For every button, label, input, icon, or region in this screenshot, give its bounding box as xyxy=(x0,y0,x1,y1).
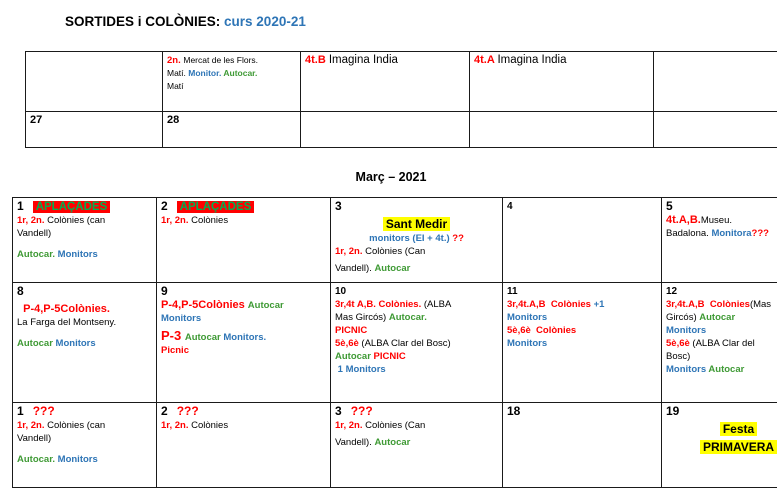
text-span: PRIMAVERA xyxy=(700,440,777,454)
february-overflow-table xyxy=(25,51,777,148)
text-span: Matí. xyxy=(167,68,189,78)
text-span: Colònies (Can xyxy=(362,420,426,431)
text-span: 5è,6è xyxy=(335,338,362,349)
schedule-cell xyxy=(163,52,301,112)
text-span: Colònies (Can xyxy=(362,246,426,257)
text-line xyxy=(666,311,777,324)
calendar-day-cell xyxy=(662,403,777,488)
text-line xyxy=(335,200,498,214)
text-line xyxy=(666,324,777,337)
text-span: 4t.A,B. xyxy=(666,214,701,226)
text-span: 1r, 2n. xyxy=(335,420,363,431)
text-span: ??? xyxy=(350,404,373,418)
text-line xyxy=(666,285,777,298)
day-number: 12 xyxy=(666,286,678,297)
text-line xyxy=(666,337,777,350)
text-span: (ALBA Clar del xyxy=(692,338,755,349)
text-line xyxy=(335,337,498,350)
schedule-cell xyxy=(654,52,777,112)
text-line xyxy=(17,316,152,329)
text-line xyxy=(167,54,296,67)
text-line xyxy=(335,324,498,337)
day-number: 28 xyxy=(167,114,180,126)
text-line xyxy=(161,285,326,299)
text-line xyxy=(167,67,296,80)
table-row xyxy=(13,283,777,403)
text-span: La Farga del Montseny. xyxy=(17,317,117,328)
text-span: 3r,4t A,B. Colònies. xyxy=(335,299,424,310)
text-line xyxy=(17,200,152,214)
text-span: ?? xyxy=(452,233,464,244)
text-span: 2n. xyxy=(167,55,184,66)
text-line xyxy=(17,214,152,227)
text-span: 1r, 2n. xyxy=(17,420,45,431)
page-title-separator: : xyxy=(215,14,225,29)
text-span: ??? xyxy=(32,404,55,418)
text-span: Monitors xyxy=(666,364,709,375)
march-calendar-table xyxy=(12,197,777,488)
text-line xyxy=(335,298,498,311)
text-span: Imagina India xyxy=(497,54,567,66)
text-span: ??? xyxy=(176,404,199,418)
text-span: ??? xyxy=(751,228,769,239)
text-line xyxy=(666,298,777,311)
text-line xyxy=(30,114,158,127)
table-row xyxy=(13,403,777,488)
table-row xyxy=(13,198,777,283)
text-span: Bosc) xyxy=(666,351,691,362)
text-span: Mercat de les Flors. xyxy=(183,55,259,65)
calendar-day-cell xyxy=(331,403,503,488)
text-span: Mas Gircós) xyxy=(335,312,389,323)
day-number: 5 xyxy=(666,199,673,213)
text-line xyxy=(666,350,777,363)
table-row xyxy=(26,52,777,112)
calendar-day-cell xyxy=(157,283,331,403)
calendar-day-cell xyxy=(503,198,662,283)
text-span: 3r,4t.A,B Colònies xyxy=(666,299,750,310)
day-number: 18 xyxy=(507,404,521,418)
text-span: 1r, 2n. xyxy=(17,215,45,226)
text-span: APLAÇADES xyxy=(177,201,255,213)
text-line xyxy=(335,311,498,324)
text-line xyxy=(335,262,498,275)
day-number: 10 xyxy=(335,286,347,297)
text-line xyxy=(161,419,326,432)
calendar-day-cell xyxy=(503,403,662,488)
text-line xyxy=(335,245,498,258)
text-span: 1r, 2n. xyxy=(335,246,363,257)
text-line xyxy=(666,227,777,240)
text-line xyxy=(507,285,657,298)
calendar-day-cell xyxy=(662,198,777,283)
text-line xyxy=(335,218,498,232)
text-line xyxy=(335,419,498,432)
text-span: Colònies (can xyxy=(44,420,106,431)
schedule-cell xyxy=(301,112,470,148)
text-span: P-3 xyxy=(161,328,185,343)
text-line xyxy=(335,405,498,419)
text-line xyxy=(161,312,326,325)
page-title-main: SORTIDES i COLÒNIES xyxy=(65,14,216,29)
text-span: Autocar xyxy=(335,351,374,362)
text-span: 4t.B xyxy=(305,54,329,66)
text-span: Vandell). xyxy=(335,263,375,274)
text-span: Autocar xyxy=(374,263,411,274)
day-number: 2 xyxy=(161,199,168,213)
text-line xyxy=(335,363,498,376)
day-number: 9 xyxy=(161,284,168,298)
text-span: Imagina India xyxy=(328,54,398,66)
day-number: 4 xyxy=(507,201,513,212)
text-line xyxy=(474,54,649,67)
text-span: Monitor. xyxy=(188,68,224,78)
day-number: 11 xyxy=(507,286,518,297)
text-line xyxy=(161,299,326,312)
text-span: P-4,P-5Colònies xyxy=(161,299,248,311)
text-line xyxy=(17,248,152,261)
text-span: APLAÇADES xyxy=(33,201,111,213)
day-number: 27 xyxy=(30,114,43,126)
text-span: 1r, 2n. xyxy=(161,215,189,226)
page-title-course: curs 2020-21 xyxy=(224,14,306,29)
schedule-cell xyxy=(301,52,470,112)
text-span: Autocar xyxy=(17,338,56,349)
text-line xyxy=(666,214,777,227)
calendar-day-cell xyxy=(157,403,331,488)
text-line xyxy=(17,432,152,445)
text-span: Monitors xyxy=(55,249,98,260)
text-line xyxy=(507,324,657,337)
text-line xyxy=(17,337,152,350)
text-line xyxy=(666,363,777,376)
day-number: 8 xyxy=(17,284,24,298)
text-span: (Mas xyxy=(749,299,772,310)
text-span: Monitors xyxy=(161,313,202,324)
text-span: Gircós) xyxy=(666,312,700,323)
schedule-cell xyxy=(470,52,654,112)
text-line xyxy=(666,200,777,214)
text-span: (ALBA xyxy=(423,299,452,310)
text-span: Museu. xyxy=(700,215,732,226)
text-span: Monitors xyxy=(507,338,548,349)
calendar-day-cell xyxy=(331,198,503,283)
text-span: Sant Medir xyxy=(383,217,450,231)
calendar-day-cell xyxy=(331,283,503,403)
text-span: Autocar. xyxy=(223,68,258,78)
text-span: Monitors xyxy=(55,454,98,465)
text-span: (ALBA Clar del Bosc) xyxy=(361,338,451,349)
text-line xyxy=(161,214,326,227)
table-row xyxy=(26,112,777,148)
text-span: Autocar xyxy=(184,332,224,343)
text-line xyxy=(507,200,657,213)
text-span: Monitors xyxy=(666,325,707,336)
schedule-cell xyxy=(654,112,777,148)
text-span: Badalona. xyxy=(666,228,712,239)
text-span: Monitora xyxy=(711,228,752,239)
text-line xyxy=(507,405,657,419)
schedule-cell xyxy=(470,112,654,148)
calendar-day-cell xyxy=(13,198,157,283)
text-span: +1 xyxy=(593,299,605,310)
text-span: Autocar xyxy=(374,437,411,448)
text-span: Autocar. xyxy=(17,249,56,260)
text-line xyxy=(335,232,498,245)
text-span: PICNIC xyxy=(373,351,406,362)
calendar-day-cell xyxy=(157,198,331,283)
text-span: Autocar xyxy=(708,364,745,375)
schedule-cell xyxy=(26,52,163,112)
calendar-day-cell xyxy=(503,283,662,403)
text-span: Vandell). xyxy=(335,437,375,448)
text-span: monitors (EI + 4t.) xyxy=(369,233,453,244)
text-line xyxy=(666,441,777,455)
calendar-month-title: Març – 2021 xyxy=(355,170,427,184)
text-span: Vandell) xyxy=(17,228,52,239)
calendar-day-cell xyxy=(662,283,777,403)
text-span: 5è,6è xyxy=(666,338,693,349)
text-span: Autocar. xyxy=(388,312,427,323)
text-line xyxy=(17,285,152,299)
text-span: 1r, 2n. xyxy=(161,420,189,431)
text-line xyxy=(17,303,152,316)
text-line xyxy=(335,436,498,449)
text-span: Picnic xyxy=(161,345,189,356)
text-line xyxy=(167,114,296,127)
text-line xyxy=(161,344,326,357)
text-line xyxy=(666,423,777,437)
text-line xyxy=(17,419,152,432)
day-number: 3 xyxy=(335,404,342,418)
text-span: Colònies (can xyxy=(44,215,106,226)
text-line xyxy=(507,311,657,324)
day-number: 2 xyxy=(161,404,168,418)
schedule-cell xyxy=(26,112,163,148)
text-line xyxy=(17,453,152,466)
text-span: Matí xyxy=(167,81,184,91)
text-line xyxy=(666,405,777,419)
text-span: Monitors. xyxy=(223,332,267,343)
text-span: PICNIC xyxy=(335,325,368,336)
day-number: 1 xyxy=(17,199,24,213)
calendar-day-cell xyxy=(13,283,157,403)
day-number: 3 xyxy=(335,199,342,213)
text-line xyxy=(161,200,326,214)
text-line xyxy=(335,350,498,363)
text-span: Monitors xyxy=(55,338,96,349)
text-span: Colònies xyxy=(188,420,229,431)
text-line xyxy=(507,298,657,311)
text-span: 4t.A xyxy=(474,54,498,66)
text-line xyxy=(507,337,657,350)
text-span: Autocar xyxy=(699,312,736,323)
schedule-cell xyxy=(163,112,301,148)
text-span: Festa xyxy=(720,422,757,436)
page-title xyxy=(65,14,306,29)
text-line xyxy=(167,80,296,93)
text-line xyxy=(305,54,465,67)
text-span: 1 Monitors xyxy=(335,364,386,375)
day-number: 19 xyxy=(666,404,680,418)
text-line xyxy=(17,227,152,240)
text-span: Monitors xyxy=(507,312,548,323)
text-line xyxy=(335,285,498,298)
text-span: Vandell) xyxy=(17,433,52,444)
text-line xyxy=(17,405,152,419)
text-span: 3r,4t.A,B Colònies xyxy=(507,299,594,310)
text-span: Autocar. xyxy=(17,454,56,465)
calendar-day-cell xyxy=(13,403,157,488)
text-span: Autocar xyxy=(247,300,284,311)
text-line xyxy=(161,329,326,344)
text-span: P-4,P-5Colònies. xyxy=(17,303,110,315)
text-span: 5è,6è Colònies xyxy=(507,325,577,336)
day-number: 1 xyxy=(17,404,24,418)
text-span: Colònies xyxy=(188,215,229,226)
text-line xyxy=(161,405,326,419)
